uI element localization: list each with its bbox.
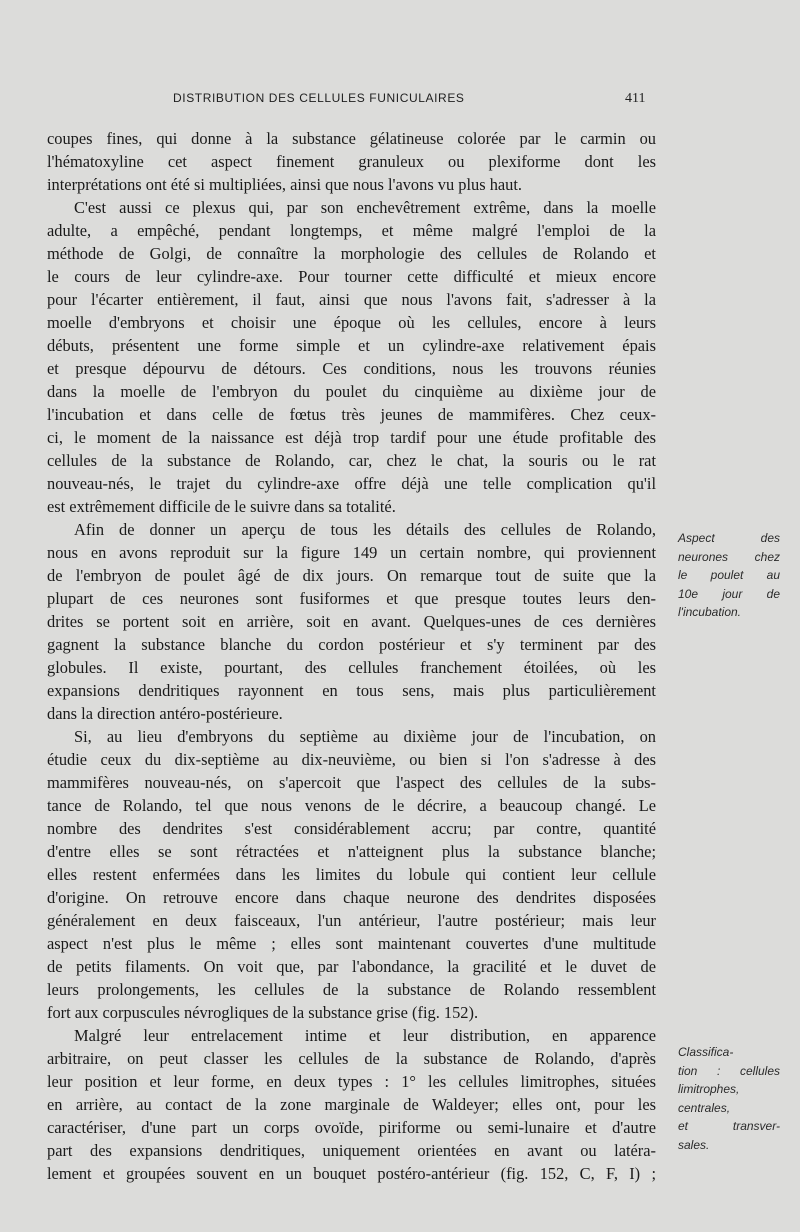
- text-line: globules. Il existe, pourtant, des cellules franchement étoilées, où les: [47, 658, 656, 677]
- text-line: part des expansions dendritiques, uniquement orientées en avant ou latéra-: [47, 1141, 656, 1160]
- text-line: fort aux corpuscules névrogliques de la substance grise (fig. 152).: [47, 1003, 479, 1022]
- text-line: d'entre elles se sont rétractées et n'atteignent plus la substance blanche;: [47, 842, 656, 861]
- text-line: l'incubation et dans celle de fœtus très jeunes de mammifères. Chez ceux-: [47, 405, 656, 424]
- margin-note-line: et transver-: [678, 1119, 780, 1133]
- margin-note-line: Classifica-: [678, 1045, 734, 1059]
- text-line: expansions dendritiques rayonnent en tous sens, mais plus particulièrement: [47, 681, 656, 700]
- text-line: méthode de Golgi, de connaître la morphologie des cellules de Rolando et: [47, 244, 656, 263]
- text-line: drites se portent soit en arrière, soit en avant. Quelques-unes de ces dernières: [47, 612, 656, 631]
- text-line: débuts, présentent une forme simple et un cylindre-axe relativement épais: [47, 336, 656, 355]
- text-line: dans la moelle de l'embryon du poulet du cinquième au dixième jour de: [47, 382, 656, 401]
- running-title: DISTRIBUTION DES CELLULES FUNICULAIRES: [173, 91, 465, 105]
- margin-note-line: tion : cellules: [678, 1063, 780, 1078]
- margin-note-line: centrales,: [678, 1100, 731, 1115]
- text-line: le cours de leur cylindre-axe. Pour tourner cette difficulté et mieux encore: [47, 267, 656, 286]
- text-line: nombre des dendrites s'est considérablement accru; par contre, quantité: [47, 819, 656, 838]
- text-line: et presque dépourvu de détours. Ces conditions, nous les trouvons réunies: [47, 359, 656, 378]
- margin-note-aspect-neurones: [678, 529, 780, 622]
- margin-note-line: limitrophes,: [678, 1082, 740, 1096]
- text-line: arbitraire, on peut classer les cellules de la substance de Rolando, d'après: [47, 1049, 656, 1068]
- text-line: C'est aussi ce plexus qui, par son enchevêtrement extrême, dans la moelle: [74, 198, 656, 217]
- text-line: ci, le moment de la naissance est déjà trop tardif pour une étude profitable des: [47, 428, 656, 447]
- text-line: plupart de ces neurones sont fusiformes et que presque toutes leurs den-: [47, 589, 656, 608]
- text-line: mammifères nouveau-nés, on s'apercoit que l'aspect des cellules de la subs-: [47, 773, 656, 792]
- text-line: nouveau-nés, le trajet du cylindre-axe offre déjà une telle complication qu'il: [47, 474, 656, 493]
- text-line: nous en avons reproduit sur la figure 149 un certain nombre, qui proviennent: [47, 543, 656, 562]
- margin-note-line: sales.: [678, 1137, 710, 1152]
- text-line: moelle d'embryons et choisir une époque où les cellules, encore à leurs: [47, 313, 656, 332]
- text-line: pour l'écarter entièrement, il faut, ainsi que nous l'avons fait, s'adresser à la: [47, 290, 656, 309]
- page-number: 411: [625, 91, 646, 106]
- text-line: cellules de la substance de Rolando, car, chez le chat, la souris ou le rat: [47, 451, 656, 470]
- text-line: leur position et leur forme, en deux types : 1° les cellules limitrophes, situées: [47, 1072, 656, 1091]
- margin-note-line: Aspect des: [678, 531, 780, 545]
- margin-note-line: le poulet au: [678, 568, 780, 582]
- text-line: de petits filaments. On voit que, par l'abondance, la gracilité et le duvet de: [47, 957, 656, 976]
- text-line: coupes fines, qui donne à la substance gélatineuse colorée par le carmin ou: [47, 129, 656, 148]
- text-line: adulte, a empêché, pendant longtemps, et même malgré l'emploi de la: [47, 221, 656, 240]
- text-line: aspect n'est plus le même ; elles sont maintenant couvertes d'une multitude: [47, 934, 656, 953]
- text-line: de l'embryon de poulet âgé de dix jours. On remarque tout de suite que la: [47, 566, 656, 585]
- text-line: Si, au lieu d'embryons du septième au dixième jour de l'incubation, on: [74, 727, 656, 746]
- text-line: interprétations ont été si multipliées, ainsi que nous l'avons vu plus haut.: [47, 175, 523, 194]
- text-line: Afin de donner un aperçu de tous les détails des cellules de Rolando,: [74, 520, 656, 539]
- text-line: en arrière, au contact de la zone marginale de Waldeyer; elles ont, pour les: [47, 1095, 656, 1114]
- text-line: leurs prolongements, les cellules de la substance de Rolando ressemblent: [47, 980, 656, 999]
- text-line: étudie ceux du dix-septième au dix-neuvième, ou bien si l'on s'adresse à des: [47, 750, 656, 769]
- text-line: dans la direction antéro-postérieure.: [47, 704, 283, 723]
- text-line: caractériser, d'une part un corps ovoïde, piriforme ou semi-lunaire et d'autre: [47, 1118, 656, 1137]
- text-line: elles restent enfermées dans les limites du lobule qui contient leur cellule: [47, 865, 656, 884]
- margin-note-line: 10e jour de: [678, 586, 780, 601]
- text-line: lement et groupées souvent en un bouquet postéro-antérieur (fig. 152, C, F, I) ;: [47, 1164, 656, 1183]
- body-text: [47, 127, 656, 1185]
- text-line: l'hématoxyline cet aspect finement granuleux ou plexiforme dont les: [47, 152, 656, 171]
- margin-note-line: l'incubation.: [678, 605, 741, 619]
- text-line: tance de Rolando, tel que nous venons de le décrire, a beaucoup changé. Le: [47, 796, 656, 815]
- text-line: généralement en deux faisceaux, l'un antérieur, l'autre postérieur; mais leur: [47, 911, 656, 930]
- text-line: d'origine. On retrouve encore dans chaque neurone des dendrites disposées: [47, 888, 656, 907]
- text-line: Malgré leur entrelacement intime et leur distribution, en apparence: [74, 1026, 656, 1045]
- margin-note-line: neurones chez: [678, 549, 780, 564]
- text-line: est extrêmement difficile de le suivre dans sa totalité.: [47, 497, 396, 516]
- text-line: gagnent la substance blanche du cordon postérieur et s'y terminent par des: [47, 635, 656, 654]
- margin-note-classification: [678, 1043, 780, 1154]
